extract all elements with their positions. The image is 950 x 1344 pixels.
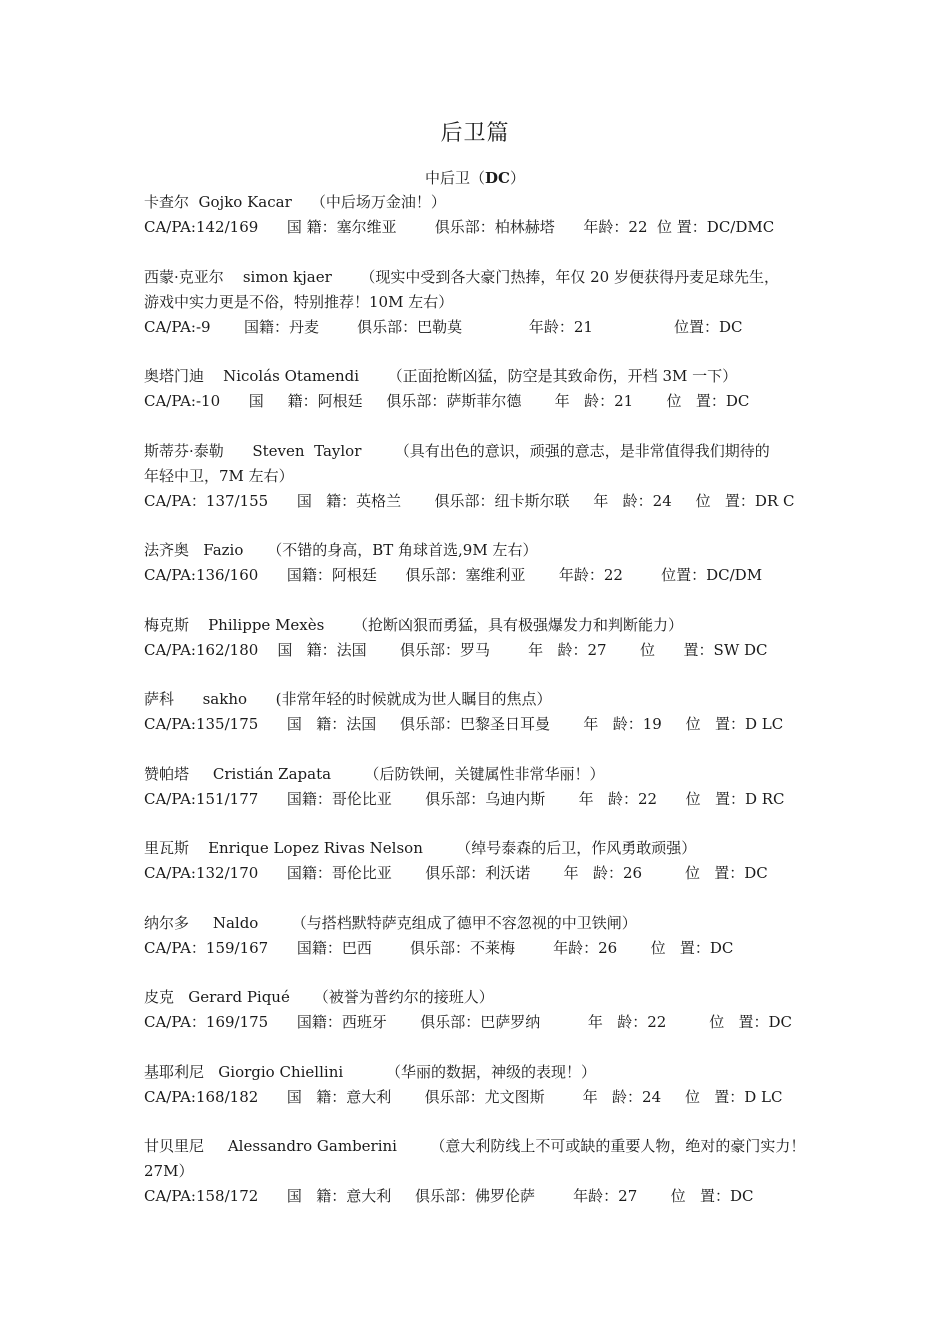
player-intro-line: 里瓦斯 Enrique Lopez Rivas Nelson （绰号泰森的后卫，作风勇敢顽强）	[144, 839, 697, 857]
player-entry	[144, 190, 814, 240]
player-intro-line: 梅克斯 Philippe Mexès （抢断凶狠而勇猛，具有极强爆发力和判断能力）	[144, 615, 683, 634]
page-title: 后卫篇	[440, 121, 510, 146]
player-intro-line: 奥塔门迪 Nicolás Otamendi （正面抢断凶猛，防空是其致命伤，开档 3M 一下）	[144, 367, 738, 385]
player-stats-line: CA/PA：159/167 国籍：巴西 俱乐部：不莱梅 年龄：26 位 置：DC	[144, 938, 734, 957]
player-stats-line: CA/PA:136/160 国籍：阿根廷 俱乐部：塞维利亚 年龄：22 位置：DC/DM	[144, 566, 763, 584]
player-entry	[144, 911, 814, 961]
player-stats-line: CA/PA:162/180 国 籍：法国 俱乐部：罗马 年 龄：27 位 置：SW DC	[144, 640, 768, 659]
player-entry	[144, 439, 814, 514]
player-stats-line: CA/PA:158/172 国 籍：意大利 俱乐部：佛罗伦萨 年龄：27 位 置：DC	[144, 1187, 754, 1205]
section-heading-code: DC	[485, 169, 510, 187]
player-stats-line: CA/PA：137/155 国 籍：英格兰 俱乐部：纽卡斯尔联 年 龄：24 位 置：DR C	[144, 491, 795, 510]
player-stats-line: CA/PA:151/177 国籍：哥伦比亚 俱乐部：乌迪内斯 年 龄：22 位 置：D RC	[144, 789, 785, 808]
player-intro-line: 基耶利尼 Giorgio Chiellini （华丽的数据，神级的表现！）	[144, 1062, 597, 1081]
player-list	[144, 190, 814, 1234]
player-entry	[144, 1060, 814, 1110]
player-stats-line: CA/PA:132/170 国籍：哥伦比亚 俱乐部：利沃诺 年 龄：26 位 置：DC	[144, 864, 768, 882]
section-heading-suffix: ）	[509, 169, 525, 187]
player-intro-line-continued: 游戏中实力更是不俗，特别推荐！10M 左右）	[144, 292, 454, 311]
player-entry	[144, 985, 814, 1035]
player-intro-line: 卡查尔 Gojko Kacar （中后场万金油！）	[144, 193, 446, 211]
player-entry	[144, 1134, 814, 1209]
player-intro-line: 斯蒂芬·泰勒 Steven Taylor （具有出色的意识，顽强的意志，是非常值得我们期待的	[144, 441, 770, 460]
player-entry	[144, 836, 814, 886]
player-stats-line: CA/PA:135/175 国 籍：法国 俱乐部：巴黎圣日耳曼 年 龄：19 位 置：D LC	[144, 715, 784, 733]
player-intro-line: 法齐奥 Fazio （不错的身高，BT 角球首选,9M 左右）	[144, 541, 538, 559]
player-intro-line: 萨科 sakho (非常年轻的时候就成为世人瞩目的焦点）	[144, 690, 552, 708]
section-heading-prefix: 中后卫（	[425, 169, 486, 187]
player-entry	[144, 687, 814, 737]
player-stats-line: CA/PA：169/175 国籍：西班牙 俱乐部：巴萨罗纳 年 龄：22 位 置：DC	[144, 1013, 793, 1031]
player-entry	[144, 538, 814, 588]
player-entry	[144, 613, 814, 663]
player-stats-line: CA/PA:168/182 国 籍：意大利 俱乐部：尤文图斯 年 龄：24 位 置：D LC	[144, 1087, 783, 1106]
player-intro-line: 西蒙·克亚尔 simon kjaer （现实中受到各大豪门热捧，年仅 20 岁便获得丹麦足球先生，	[144, 267, 779, 286]
player-intro-line-continued: 27M）	[144, 1162, 194, 1180]
player-entry	[144, 364, 814, 414]
section-heading	[0, 167, 950, 188]
player-stats-line: CA/PA:-10 国 籍：阿根廷 俱乐部：萨斯菲尔德 年 龄：21 位 置：DC	[144, 392, 750, 410]
player-intro-line: 甘贝里尼 Alessandro Gamberini （意大利防线上不可或缺的重要人物，绝对的豪门实力！	[144, 1137, 806, 1155]
player-stats-line: CA/PA:142/169 国 籍：塞尔维亚 俱乐部：柏林赫塔 年龄：22 位 置：DC/DMC	[144, 218, 775, 236]
player-stats-line: CA/PA:-9 国籍：丹麦 俱乐部：巴勒莫 年龄：21 位置：DC	[144, 317, 743, 336]
player-intro-line: 纳尔多 Naldo （与搭档默特萨克组成了德甲不容忽视的中卫铁闸）	[144, 913, 637, 932]
player-entry	[144, 265, 814, 340]
player-entry	[144, 762, 814, 812]
player-intro-line-continued: 年轻中卫，7M 左右）	[144, 466, 294, 485]
player-intro-line: 皮克 Gerard Piqué （被誉为普约尔的接班人）	[144, 988, 494, 1006]
player-intro-line: 赞帕塔 Cristián Zapata （后防铁闸，关键属性非常华丽！）	[144, 764, 605, 783]
